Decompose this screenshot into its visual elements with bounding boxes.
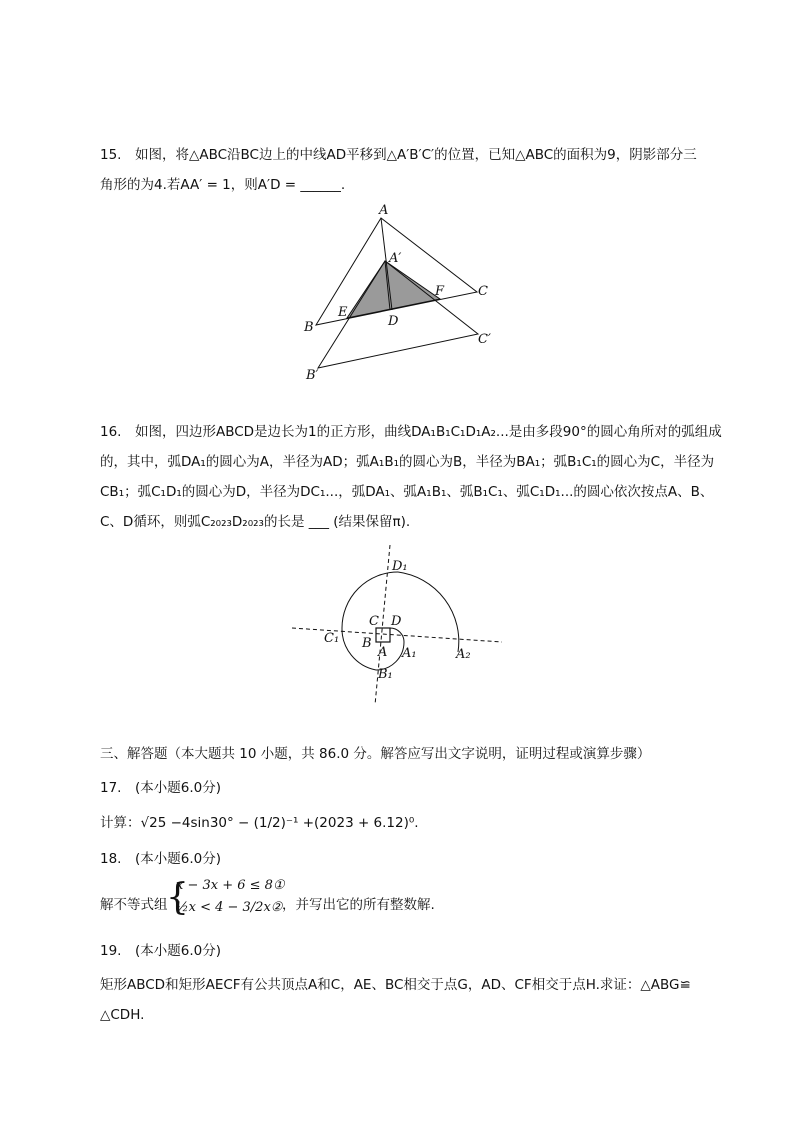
q18-prefix: 解不等式组 bbox=[100, 897, 168, 913]
q16-label-B: B bbox=[362, 636, 372, 651]
q15-label-D: D bbox=[388, 314, 399, 329]
q16-label-D1: D₁ bbox=[392, 559, 408, 574]
q16-label-C: C bbox=[369, 614, 379, 629]
q16-line2: 的，其中，弧DA₁的圆心为A，半径为AD；弧A₁B₁的圆心为B，半径为BA₁；弧B₁C₁的圆心为C，半径为 bbox=[100, 454, 715, 470]
q19-line2: △CDH. bbox=[100, 1007, 145, 1023]
q16-label-A2: A₂ bbox=[456, 647, 471, 662]
q15-label-F: F bbox=[435, 284, 445, 299]
q16-line4: C、D循环，则弧C₂₀₂₃D₂₀₂₃的长是 ___ (结果保留π). bbox=[100, 514, 411, 530]
section3-title: 三、解答题（本大题共 10 小题，共 86.0 分。解答应写出文字说明，证明过程或演算步骤） bbox=[100, 746, 651, 762]
q16-line3: CB₁；弧C₁D₁的圆心为D，半径为DC₁...，弧DA₁、弧A₁B₁、弧B₁C₁、弧C₁D₁...的圆心依次按点A、B、 bbox=[100, 484, 714, 500]
q19-line1: 矩形ABCD和矩形AECF有公共顶点A和C，AE、BC相交于点G，AD、CF相交于点H.求证：△ABG≌ bbox=[100, 977, 691, 993]
q17-body: 计算：√25 −4sin30° − (1/2)⁻¹ +(2023 + 6.12)⁰. bbox=[100, 815, 419, 831]
q16-figure bbox=[292, 545, 502, 705]
q16-label-A1: A₁ bbox=[402, 646, 417, 661]
q15-line2: 角形的为4.若AA′ = 1，则A′D = ______. bbox=[100, 177, 346, 193]
q17-header: 17. (本小题6.0分) bbox=[100, 780, 221, 796]
q18-ineq2: ½x < 4 − 3/2x② bbox=[176, 900, 283, 915]
q15-label-B1: B′ bbox=[306, 368, 319, 383]
q15-label-A: A bbox=[379, 203, 389, 218]
q15-label-B: B bbox=[304, 320, 314, 335]
q15-label-C1: C′ bbox=[478, 332, 491, 347]
q16-arc-d1a2 bbox=[398, 572, 459, 652]
q16-label-A: A bbox=[378, 645, 388, 660]
q18-header: 18. (本小题6.0分) bbox=[100, 851, 221, 867]
q15-label-A1: A′ bbox=[389, 251, 402, 266]
q19-header: 19. (本小题6.0分) bbox=[100, 943, 221, 959]
q15-label-E: E bbox=[338, 305, 348, 320]
q15-label-C: C bbox=[478, 284, 488, 299]
q18-suffix: ，并写出它的所有整数解. bbox=[282, 897, 435, 913]
q18-ineq1: x − 3x + 6 ≤ 8① bbox=[176, 878, 285, 893]
q16-square bbox=[376, 628, 390, 642]
q16-line1: 16. 如图，四边形ABCD是边长为1的正方形，曲线DA₁B₁C₁D₁A₂...是由多段90°的圆心角所对的弧组成 bbox=[100, 424, 722, 440]
q15-line1: 15. 如图，将△ABC沿BC边上的中线AD平移到△A′B′C′的位置，已知△ABC的面积为9，阴影部分三 bbox=[100, 147, 697, 163]
q16-label-B1: B₁ bbox=[378, 667, 393, 682]
q16-label-C1: C₁ bbox=[324, 631, 340, 646]
q16-label-D: D bbox=[391, 614, 402, 629]
q18-brace: { bbox=[166, 877, 189, 918]
